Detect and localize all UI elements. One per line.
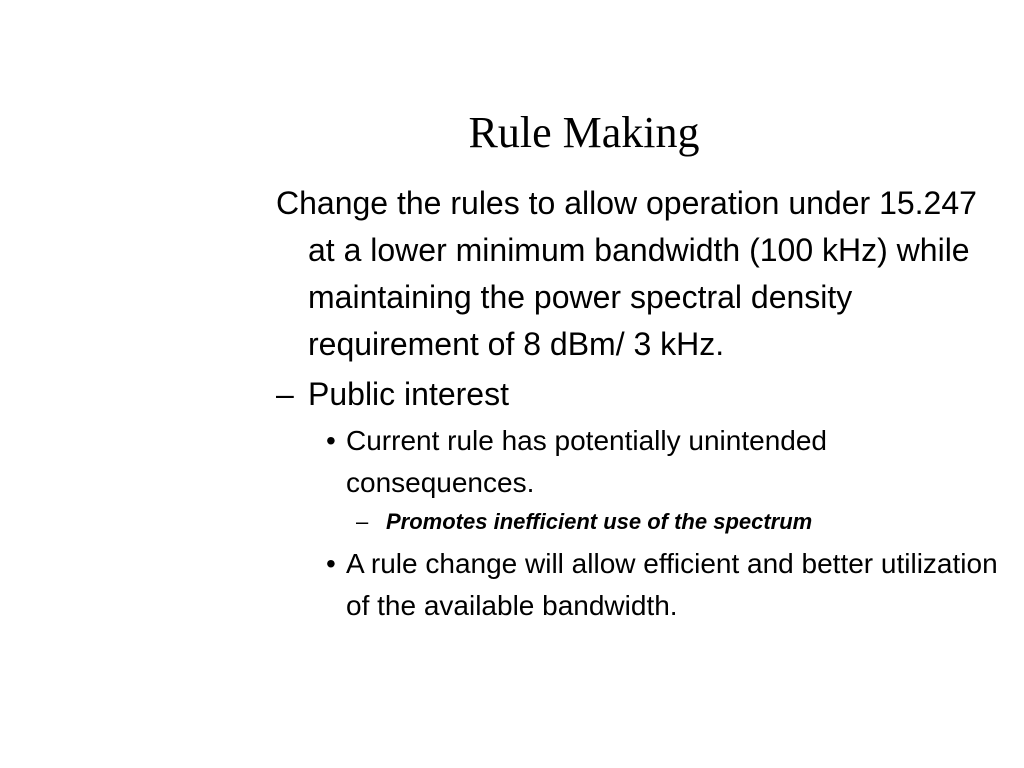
slide-body bbox=[276, 180, 1006, 627]
bullet-text: A rule change will allow efficient and better utilization of the available bandwidth. bbox=[346, 548, 998, 621]
detail-item bbox=[356, 507, 1006, 537]
bullet-marker: • bbox=[326, 548, 336, 579]
sub-point bbox=[276, 374, 1006, 414]
bullet-item bbox=[326, 543, 1006, 627]
slide-title: Rule Making bbox=[468, 108, 700, 157]
main-point: Change the rules to allow operation under 15.247 at a lower minimum bandwidth (100 kHz) while maintaining the power spectral density requirement of 8 dBm/ 3 kHz. bbox=[276, 185, 977, 362]
dash-marker: – bbox=[276, 376, 294, 412]
bullet-text: Current rule has potentially unintended consequences. bbox=[346, 425, 827, 498]
detail-text: Promotes inefficient use of the spectrum bbox=[386, 509, 813, 534]
bullet-marker: • bbox=[326, 425, 336, 456]
bullet-item bbox=[326, 420, 1006, 504]
sub-point-text: Public interest bbox=[308, 376, 509, 412]
dash-marker: – bbox=[356, 509, 369, 534]
